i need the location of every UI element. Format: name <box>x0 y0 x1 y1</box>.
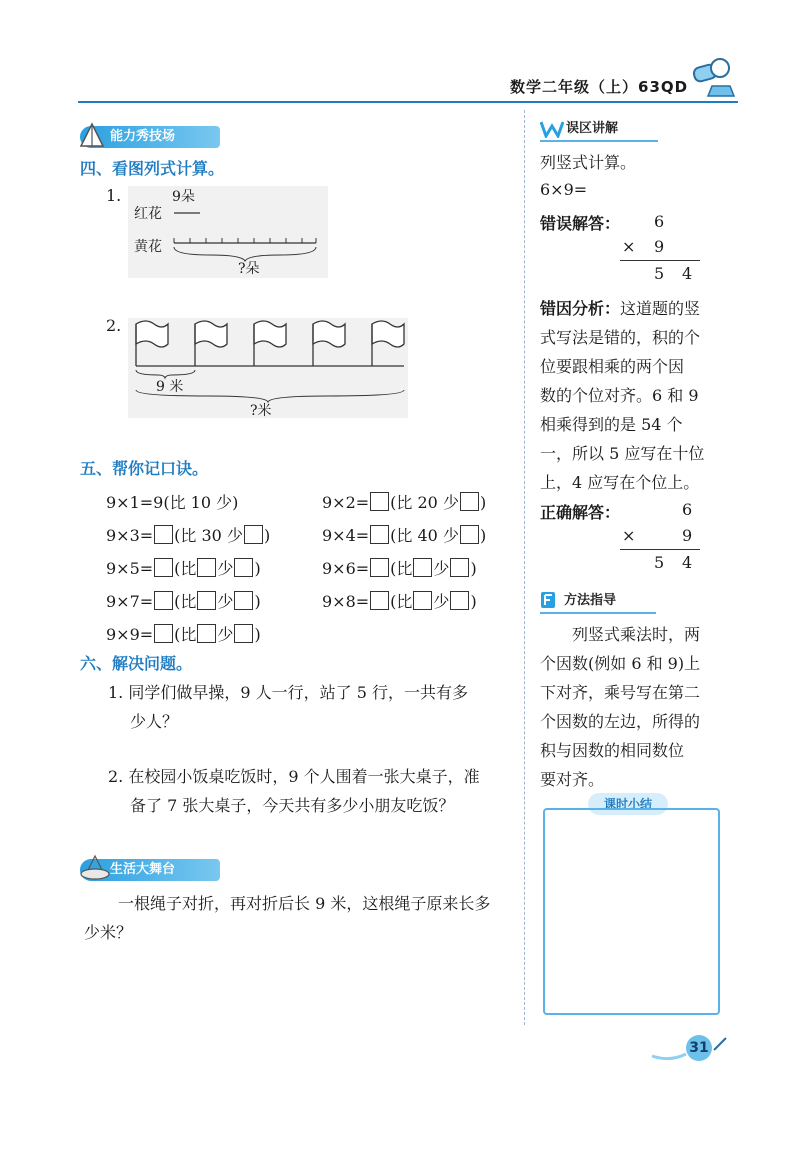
answer-box[interactable] <box>197 624 216 643</box>
correct-multiplicand: 6 <box>682 500 693 519</box>
rhyme-text: (比 20 少 <box>390 493 459 512</box>
rhyme-text: 9×7= <box>106 592 154 611</box>
method-line: 个因数(例如 6 和 9)上 <box>540 654 701 673</box>
answer-box[interactable] <box>154 624 173 643</box>
rhyme-text: (比 <box>390 592 413 611</box>
method-line: 列竖式乘法时，两 <box>572 625 701 644</box>
problem-2-line-2: 备了 7 张大桌子，今天共有多少小朋友吃饭？ <box>130 796 455 815</box>
rhyme-text: 9×5= <box>106 559 154 578</box>
correct-result-line <box>620 549 700 550</box>
q2-small-label: 9 米 <box>156 379 184 395</box>
q1-red-label: 红花 <box>134 206 162 222</box>
rhyme-text: (比 <box>390 559 413 578</box>
error-reason-line: 位要跟相乘的两个因 <box>540 357 685 376</box>
rhyme-text: 9×9= <box>106 625 154 644</box>
rhyme-text: (比 40 少 <box>390 526 459 545</box>
correct-answer-label: 正确解答： <box>540 503 621 522</box>
method-line: 下对齐，乘号写在第二 <box>540 683 701 702</box>
section4-title: 四、看图列式计算。 <box>80 159 225 178</box>
method-line: 个因数的左边，所得的 <box>540 712 701 731</box>
rhyme-text: (比 <box>174 592 197 611</box>
rhyme-text: 9×2= <box>322 493 370 512</box>
rhyme-text: ) <box>479 526 487 545</box>
correct-result-ones: 4 <box>682 553 693 572</box>
rhyme-text: 9×4= <box>322 526 370 545</box>
section6-title: 六、解决问题。 <box>80 654 193 673</box>
rhyme-text: ) <box>254 559 261 578</box>
correct-times-sign: × <box>622 526 636 545</box>
errors-badge-label: 误区讲解 <box>566 121 619 136</box>
rhyme-text: ) <box>470 559 477 578</box>
error-reason-line: 相乘得到的是 54 个 <box>540 415 683 434</box>
rhyme-row-2-left <box>106 523 270 546</box>
tent-icon <box>78 120 106 150</box>
rhyme-text: (比 30 少 <box>174 526 243 545</box>
rhyme-row-2-right <box>322 523 486 546</box>
rhyme-row-3-left <box>106 556 261 579</box>
sidebar-task: 列竖式计算。 <box>540 153 637 172</box>
error-reason-line: 这道题的竖 <box>620 299 701 318</box>
method-badge <box>540 590 656 614</box>
rhyme-text: 9×3= <box>106 526 154 545</box>
rhyme-text: (比 <box>174 625 197 644</box>
answer-box[interactable] <box>197 558 216 577</box>
rhyme-text: ) <box>254 592 261 611</box>
error-reason-line: 数的个位对齐。6 和 9 <box>540 386 699 405</box>
rhyme-text: 9×8= <box>322 592 370 611</box>
w-logo-icon <box>540 120 564 138</box>
error-reason-label: 错因分析： <box>540 299 621 318</box>
rhyme-text: ) <box>470 592 477 611</box>
rhyme-text: ) <box>263 526 271 545</box>
rhyme-text: (比 <box>174 559 197 578</box>
wrong-result-ones: 4 <box>682 264 693 283</box>
q1-number: 1. <box>106 186 122 205</box>
life-problem-line-1: 一根绳子对折，再对折后长 9 米，这根绳子原来长多 <box>118 894 491 913</box>
rhyme-text: 少 <box>217 625 234 644</box>
error-reason-line: 上，4 应写在个位上。 <box>540 473 700 492</box>
q2-big-label: ?米 <box>250 403 272 419</box>
answer-box[interactable] <box>197 591 216 610</box>
rhyme-text: 少 <box>217 559 234 578</box>
answer-box[interactable] <box>370 591 389 610</box>
answer-box[interactable] <box>244 525 263 544</box>
wrong-multiplier: 9 <box>654 237 665 256</box>
life-badge-label: 生活大舞台 <box>110 862 176 877</box>
answer-box[interactable] <box>450 591 469 610</box>
telescope-icon <box>690 52 740 100</box>
method-text-block <box>540 620 715 794</box>
rhyme-row-5-left <box>106 622 261 645</box>
book-title: 数学二年级（上）63QD <box>510 78 689 96</box>
life-problem-line-2: 少米？ <box>84 923 133 942</box>
wrong-result-line <box>620 260 700 261</box>
drum-icon <box>78 850 112 884</box>
problem-1-line-2: 少人？ <box>130 712 179 731</box>
problem-1-line-1: 1. 同学们做早操，9 人一行，站了 5 行，一共有多 <box>108 683 468 702</box>
error-reason-block <box>540 294 715 497</box>
method-line: 积与因数的相同数位 <box>540 741 685 760</box>
rhyme-text: 少 <box>217 592 234 611</box>
problem-2-line-1: 2. 在校园小饭桌吃饭时，9 个人围着一张大桌子，准 <box>108 767 480 786</box>
answer-box[interactable] <box>370 558 389 577</box>
rhyme-text: 少 <box>433 592 450 611</box>
correct-result-tens: 5 <box>654 553 665 572</box>
answer-box[interactable] <box>450 558 469 577</box>
q2-number: 2. <box>106 316 122 335</box>
answer-box[interactable] <box>234 558 253 577</box>
wrong-times-sign: × <box>622 237 636 256</box>
answer-box[interactable] <box>460 492 479 511</box>
answer-box[interactable] <box>370 492 389 511</box>
answer-box[interactable] <box>154 525 173 544</box>
correct-multiplier: 9 <box>682 526 693 545</box>
rhyme-row-4-right <box>322 589 477 612</box>
method-line: 要对齐。 <box>540 770 605 789</box>
rhyme-row-3-right <box>322 556 477 579</box>
rhyme-text: ) <box>479 493 487 512</box>
rhyme-text: ) <box>254 625 261 644</box>
summary-badge-label: 课时小结 <box>603 797 652 811</box>
rhyme-text: 9×6= <box>322 559 370 578</box>
rhyme-row-4-left <box>106 589 261 612</box>
answer-box[interactable] <box>234 624 253 643</box>
rhyme-text: 少 <box>433 559 450 578</box>
rhyme-row-1-right <box>322 490 486 513</box>
q1-top-label: 9朵 <box>172 189 195 205</box>
wrong-multiplicand: 6 <box>654 212 665 231</box>
q1-segment-diagram <box>170 205 320 263</box>
section5-title: 五、帮你记口诀。 <box>80 459 209 478</box>
error-reason-line: 式写法是错的，积的个 <box>540 328 701 347</box>
skills-badge-label: 能力秀技场 <box>110 129 176 144</box>
rhyme-text: 9×1=9(比 10 少) <box>106 493 239 512</box>
page-number: 31 <box>686 1035 712 1061</box>
sidebar-expression: 6×9= <box>540 180 588 199</box>
wrong-answer-label: 错误解答： <box>540 214 621 233</box>
answer-box[interactable] <box>154 558 173 577</box>
q1-bottom-label: ?朵 <box>238 261 260 277</box>
pencil-swoosh-icon <box>650 1036 730 1064</box>
answer-box[interactable] <box>154 591 173 610</box>
answer-box[interactable] <box>234 591 253 610</box>
answer-box[interactable] <box>413 591 432 610</box>
header-rule <box>78 101 738 103</box>
error-reason-line: 一，所以 5 应写在十位 <box>540 444 705 463</box>
answer-box[interactable] <box>370 525 389 544</box>
answer-box[interactable] <box>413 558 432 577</box>
f-logo-icon <box>540 591 556 609</box>
wrong-result-tens: 5 <box>654 264 665 283</box>
summary-write-area[interactable] <box>543 808 720 1015</box>
q1-yellow-label: 黄花 <box>134 239 162 255</box>
method-badge-label: 方法指导 <box>564 593 617 608</box>
column-divider <box>524 110 525 1025</box>
answer-box[interactable] <box>460 525 479 544</box>
rhyme-row-1-left <box>106 490 238 513</box>
